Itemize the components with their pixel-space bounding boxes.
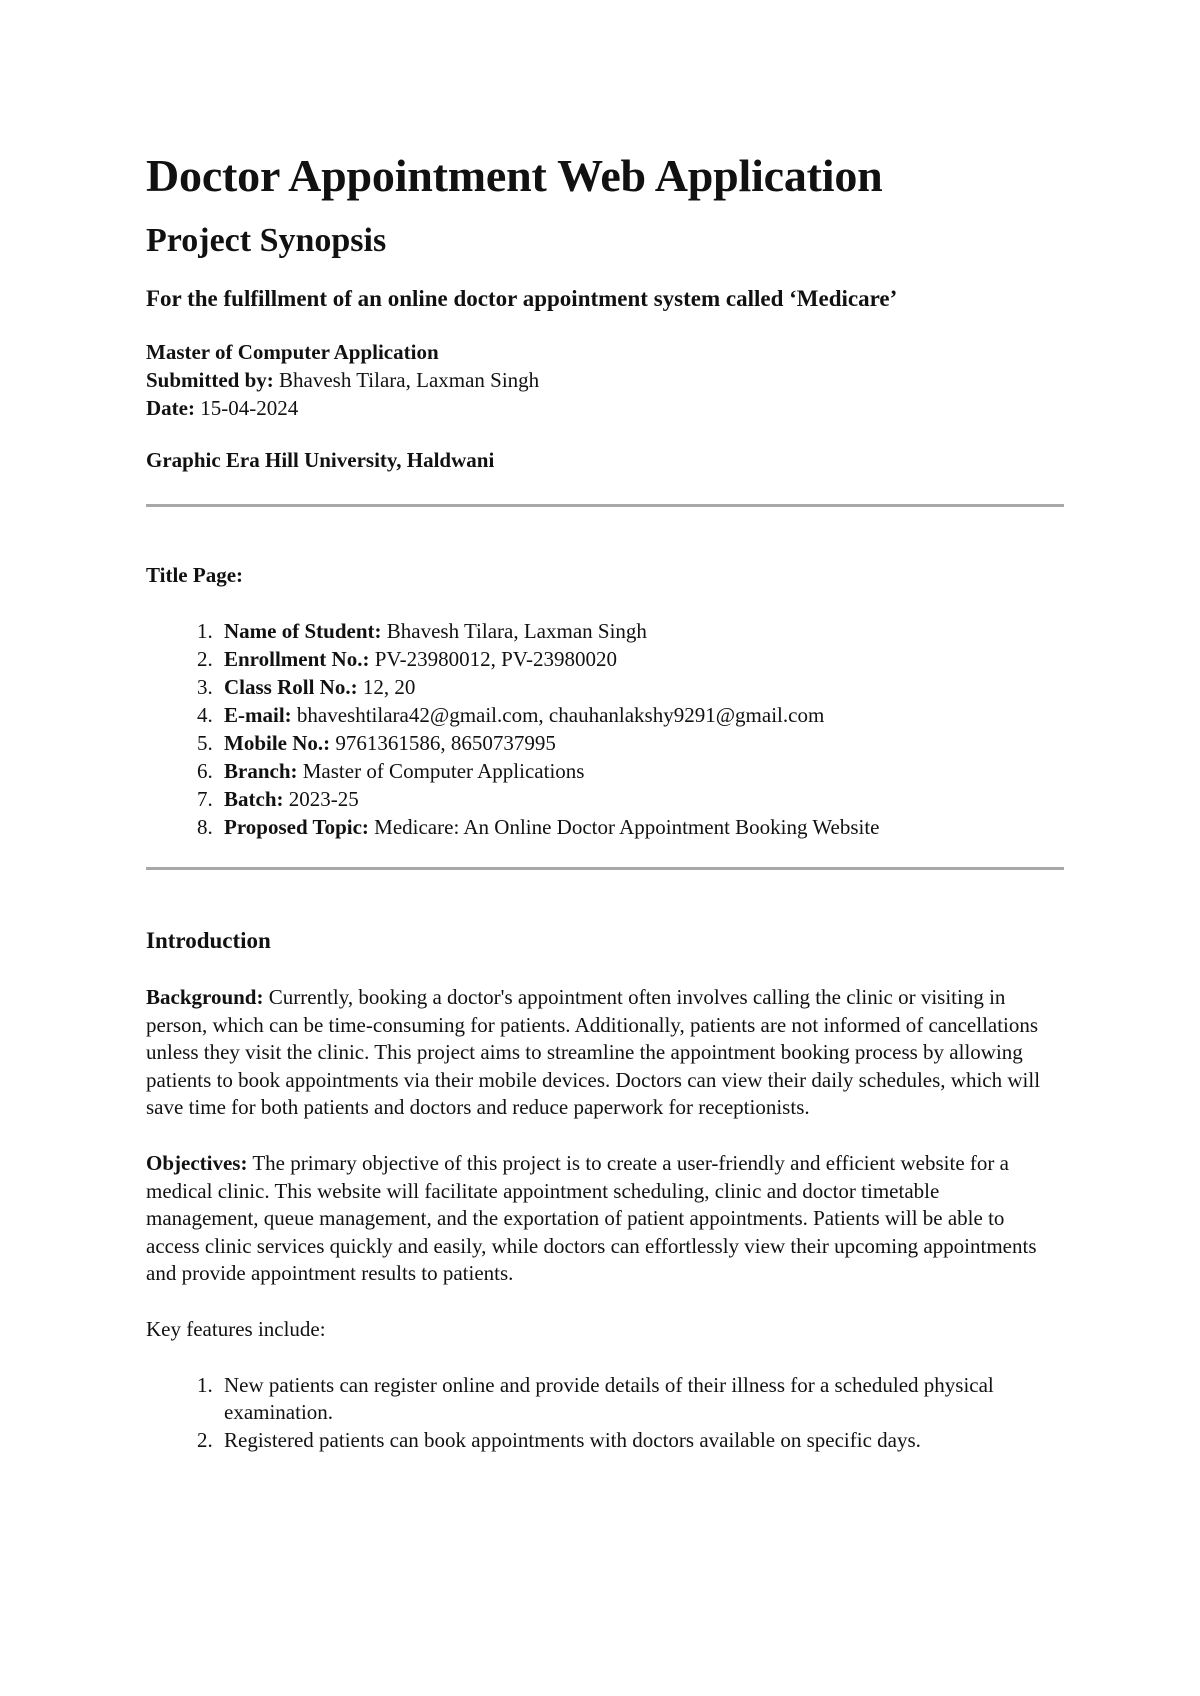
features-intro: Key features include: bbox=[146, 1316, 326, 1341]
list-item bbox=[218, 645, 1064, 673]
date-line bbox=[146, 394, 1064, 422]
document-subtitle: Project Synopsis bbox=[146, 222, 387, 259]
item-value: Medicare: An Online Doctor Appointment Booking Website bbox=[368, 815, 880, 839]
item-label: Batch: bbox=[224, 787, 284, 811]
item-label: E-mail: bbox=[224, 703, 292, 727]
background-label: Background: bbox=[146, 985, 264, 1009]
objectives-text: The primary objective of this project is to create a user-friendly and efficient website for a medical clinic. This website will facilitate appointment scheduling, clinic and doctor timetable management, queue management, and the exportation of patient appointments. Patients will be able to access clinic services quickly and easily, while doctors can effortlessly view their upcoming appointments and provide appointment results to patients. bbox=[146, 1150, 1037, 1286]
item-label: Branch: bbox=[224, 759, 298, 783]
university-name: Graphic Era Hill University, Haldwani bbox=[146, 448, 495, 472]
features-list bbox=[146, 1372, 1064, 1455]
date-label: Date: bbox=[146, 396, 195, 420]
title-page-list bbox=[146, 617, 1064, 841]
submitted-by-value: Bhavesh Tilara, Laxman Singh bbox=[273, 368, 540, 392]
submitted-by-line bbox=[146, 366, 1064, 394]
submission-details bbox=[146, 338, 1064, 422]
list-item bbox=[218, 701, 1064, 729]
item-label: Class Roll No.: bbox=[224, 675, 358, 699]
list-item: 1. New patients can register online and provide details of their illness for a scheduled physical examination. bbox=[218, 1372, 1064, 1427]
list-item bbox=[218, 673, 1064, 701]
item-label: Mobile No.: bbox=[224, 731, 331, 755]
list-item bbox=[218, 785, 1064, 813]
background-text: Currently, booking a doctor's appointment often involves calling the clinic or visiting in person, which can be time-consuming for patients. Additionally, patients are not informed of cancellations unless they visit the clinic. This project aims to streamline the appointment booking process by allowing patients to book appointments via their mobile devices. Doctors can view their daily schedules, which will save time for both patients and doctors and reduce paperwork for receptionists. bbox=[146, 985, 1041, 1120]
background-paragraph bbox=[146, 984, 1056, 1122]
item-value: 12, 20 bbox=[357, 675, 416, 699]
item-label: Proposed Topic: bbox=[224, 815, 369, 839]
date-value: 15-04-2024 bbox=[194, 396, 299, 420]
item-value: 9761361586, 8650737995 bbox=[330, 731, 556, 755]
item-value: bhaveshtilara42@gmail.com, chauhanlakshy9291@gmail.com bbox=[291, 703, 825, 727]
objectives-label: Objectives: bbox=[146, 1150, 248, 1175]
document-title: Doctor Appointment Web Application bbox=[146, 150, 883, 201]
objectives-paragraph bbox=[146, 1150, 1056, 1288]
submitted-by-label: Submitted by: bbox=[146, 368, 274, 392]
item-label: Name of Student: bbox=[224, 619, 382, 643]
horizontal-divider bbox=[146, 867, 1064, 870]
item-value: Master of Computer Applications bbox=[297, 759, 585, 783]
item-value: PV-23980012, PV-23980020 bbox=[369, 647, 618, 671]
list-item bbox=[218, 757, 1064, 785]
list-item bbox=[218, 729, 1064, 757]
item-label: Enrollment No.: bbox=[224, 647, 370, 671]
title-page-label: Title Page: bbox=[146, 563, 244, 587]
list-item bbox=[218, 617, 1064, 645]
item-value: 2023-25 bbox=[283, 787, 359, 811]
document-purpose: For the fulfillment of an online doctor appointment system called ‘Medicare’ bbox=[146, 286, 898, 311]
list-item bbox=[218, 813, 1064, 841]
list-item: 2. Registered patients can book appointments with doctors available on specific days. bbox=[218, 1427, 1064, 1455]
horizontal-divider bbox=[146, 504, 1064, 507]
introduction-heading: Introduction bbox=[146, 928, 271, 953]
item-value: Bhavesh Tilara, Laxman Singh bbox=[381, 619, 647, 643]
degree-name: Master of Computer Application bbox=[146, 340, 439, 364]
